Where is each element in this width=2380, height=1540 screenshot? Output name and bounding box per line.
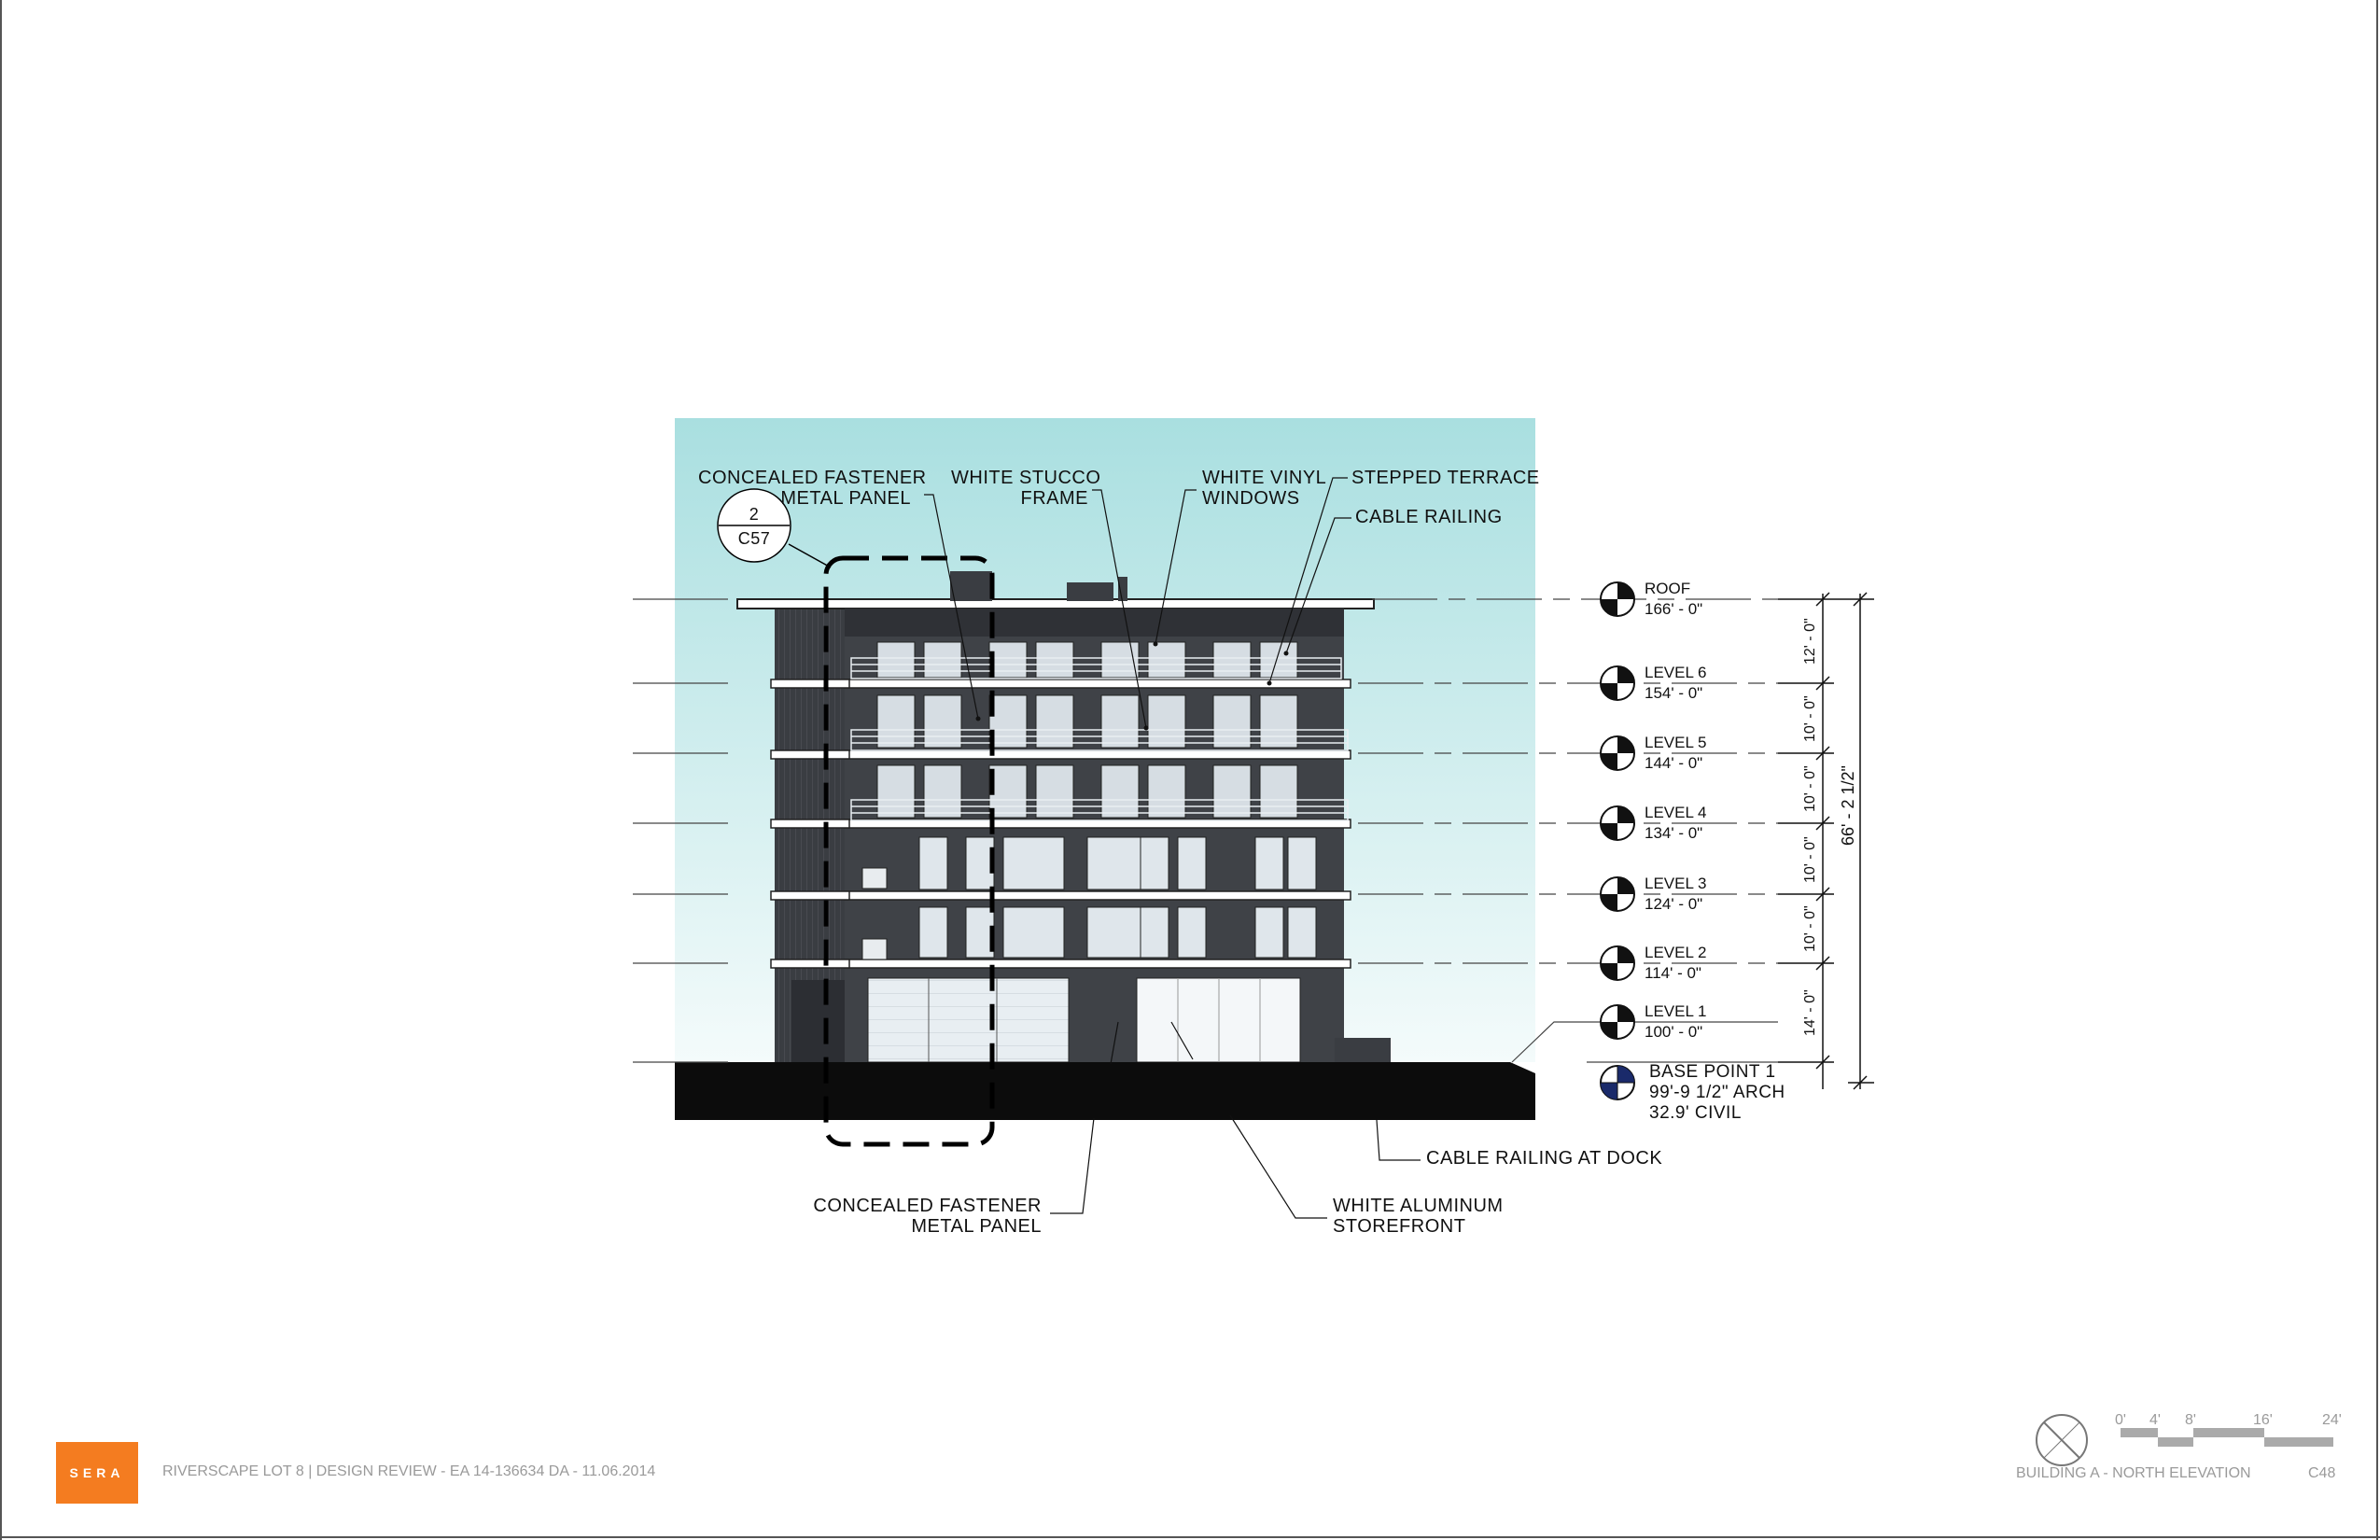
ground-section xyxy=(675,1062,1535,1120)
level-name-3: LEVEL 3 xyxy=(1645,875,1707,892)
base-point-civil: 32.9' CIVIL xyxy=(1649,1103,1742,1123)
north-arrow-icon xyxy=(2037,1415,2087,1465)
level-marker-roof xyxy=(1601,582,1634,616)
level-markers xyxy=(1601,582,1634,1099)
detail-number: 2 xyxy=(749,505,760,524)
dim-l6-l5: 10' - 0" xyxy=(1802,695,1818,742)
level-elev-1: 100' - 0" xyxy=(1645,1023,1703,1041)
note-concealed-panel-top-2: METAL PANEL xyxy=(780,488,911,509)
scale-label-16: 16' xyxy=(2253,1412,2273,1428)
note-concealed-panel-top-1: CONCEALED FASTENER xyxy=(698,468,927,488)
firm-logo xyxy=(56,1442,138,1504)
dim-roof-l6: 12' - 0" xyxy=(1802,618,1818,665)
level-marker-3 xyxy=(1601,877,1634,911)
firm-logo-text: SERA xyxy=(69,1465,125,1480)
dim-l3-l2: 10' - 0" xyxy=(1802,905,1818,952)
note-stucco-2: FRAME xyxy=(1020,488,1088,509)
note-cable-dock: CABLE RAILING AT DOCK xyxy=(1426,1148,1663,1169)
level-name-6: LEVEL 6 xyxy=(1645,664,1707,681)
garage-doors xyxy=(868,978,1069,1062)
level-elev-4: 134' - 0" xyxy=(1645,824,1703,842)
level-elev-3: 124' - 0" xyxy=(1645,895,1703,913)
level-name-5: LEVEL 5 xyxy=(1645,734,1707,751)
scale-label-8: 8' xyxy=(2185,1412,2196,1428)
level-marker-2 xyxy=(1601,946,1634,980)
level-marker-5 xyxy=(1601,736,1634,770)
base-point-name: BASE POINT 1 xyxy=(1649,1062,1776,1082)
note-vinyl-2: WINDOWS xyxy=(1202,488,1300,509)
note-vinyl-1: WHITE VINYL xyxy=(1202,468,1327,488)
dim-l2-base: 14' - 0" xyxy=(1802,989,1818,1036)
level-elev-2: 114' - 0" xyxy=(1645,964,1701,982)
base-point-arch: 99'-9 1/2" ARCH xyxy=(1649,1083,1785,1102)
base-point-marker xyxy=(1601,1066,1634,1099)
dim-l5-l4: 10' - 0" xyxy=(1802,765,1818,812)
detail-callout xyxy=(718,489,791,562)
note-stucco-1: WHITE STUCCO xyxy=(951,468,1101,488)
dim-l4-l3: 10' - 0" xyxy=(1802,836,1818,883)
level-marker-4 xyxy=(1601,806,1634,840)
roof-canopy xyxy=(737,599,1374,609)
scale-label-0: 0' xyxy=(2115,1412,2126,1428)
note-storefront-1: WHITE ALUMINUM xyxy=(1333,1196,1504,1216)
scale-bar xyxy=(2115,1412,2342,1447)
note-concealed-panel-bottom-1: CONCEALED FASTENER xyxy=(813,1196,1042,1216)
note-terrace: STEPPED TERRACE xyxy=(1351,468,1540,488)
level-marker-1 xyxy=(1601,1005,1634,1039)
level-name-roof: ROOF xyxy=(1645,580,1691,597)
level-name-4: LEVEL 4 xyxy=(1645,804,1707,821)
level-elev-roof: 166' - 0" xyxy=(1645,600,1703,618)
note-concealed-panel-bottom-2: METAL PANEL xyxy=(911,1216,1042,1237)
scale-label-24: 24' xyxy=(2322,1412,2342,1428)
level-elev-6: 154' - 0" xyxy=(1645,684,1703,702)
dimension-strings xyxy=(1778,593,1874,1089)
level-name-1: LEVEL 1 xyxy=(1645,1002,1707,1020)
detail-sheet: C57 xyxy=(737,529,771,548)
footer-sheet-number: C48 xyxy=(2308,1465,2336,1481)
level-marker-6 xyxy=(1601,666,1634,700)
note-storefront-2: STOREFRONT xyxy=(1333,1216,1466,1237)
dim-overall: 66' - 2 1/2" xyxy=(1839,765,1857,846)
building-elevation xyxy=(737,571,1391,1062)
scale-label-4: 4' xyxy=(2149,1412,2161,1428)
level-name-2: LEVEL 2 xyxy=(1645,944,1707,961)
footer-project-info: RIVERSCAPE LOT 8 | DESIGN REVIEW - EA 14-136634 DA - 11.06.2014 xyxy=(162,1463,656,1479)
level-elev-5: 144' - 0" xyxy=(1645,754,1703,772)
note-cable-railing: CABLE RAILING xyxy=(1355,507,1503,527)
footer-sheet-title: BUILDING A - NORTH ELEVATION xyxy=(2016,1465,2251,1481)
